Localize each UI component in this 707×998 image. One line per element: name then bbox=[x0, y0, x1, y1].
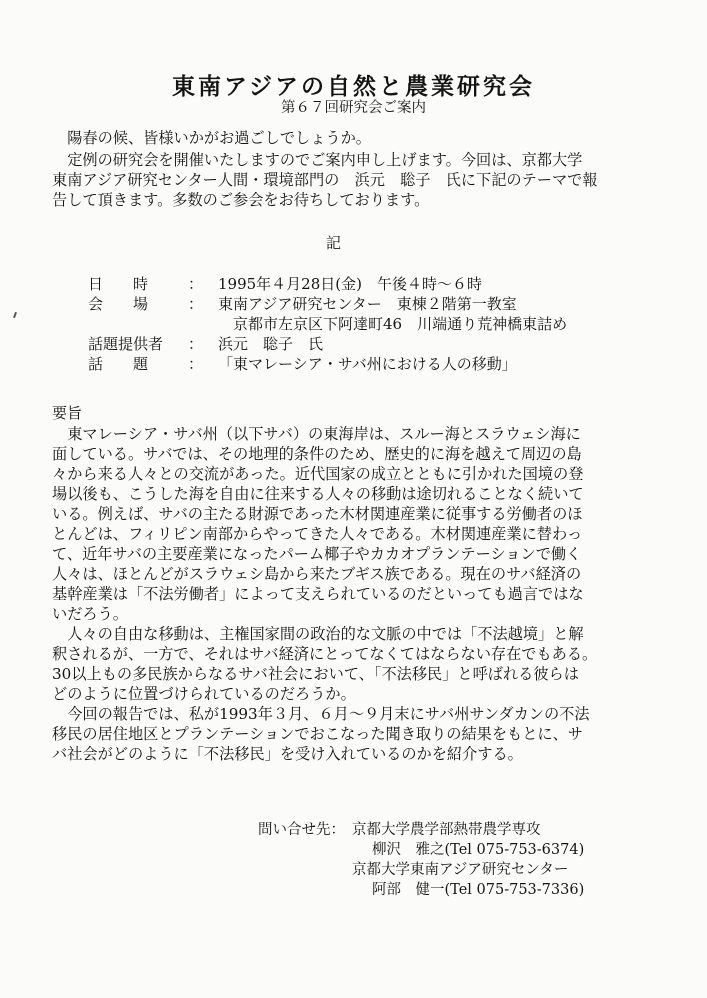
summary-line: 移民の居住地区とプランテーションでおこなった聞き取りの結果をもとに、サ bbox=[52, 725, 583, 743]
detail-label: 日 時 bbox=[88, 275, 149, 293]
detail-colon: ： bbox=[188, 275, 204, 293]
detail-colon: ： bbox=[188, 355, 204, 373]
detail-colon: ： bbox=[188, 295, 204, 313]
detail-value: 1995年４月28日(金) 午後４時～６時 bbox=[218, 275, 482, 293]
summary-heading: 要旨 bbox=[52, 404, 83, 422]
intro-line: 陽春の候、皆様いかがお過ごしでしょうか。 bbox=[52, 129, 371, 147]
detail-value: 京都市左京区下阿達町46 川端通り荒神橋東詰め bbox=[218, 315, 568, 333]
contact-label: 問い合せ先： bbox=[258, 822, 345, 838]
document-title: 東南アジアの自然と農業研究会 bbox=[171, 74, 536, 100]
intro-line: 東南アジア研究センター人間・環境部門の 浜元 聡子 氏に下記のテーマで報 bbox=[52, 171, 598, 189]
intro-line: 告して頂きます。多数のご参会をお待ちしております。 bbox=[52, 191, 430, 209]
summary-line: 基幹産業は「不法労働者」によって支えられているのだといっても過言ではな bbox=[52, 585, 584, 603]
detail-colon: ： bbox=[188, 335, 204, 353]
summary-line: 釈されるが、一方で、それはサバ経済にとってなくてはならない存在でもある。 bbox=[52, 645, 598, 663]
summary-line: 々から来る人々との交流があった。近代国家の成立とともに引かれた国境の登 bbox=[52, 465, 584, 483]
contact-line: 柳沢 雅之(Tel 075-753-6374) bbox=[372, 842, 585, 858]
detail-label: 会 場 bbox=[88, 295, 149, 313]
scan-speck bbox=[13, 312, 17, 318]
contact-line: 阿部 健一(Tel 075-753-7336) bbox=[372, 882, 585, 898]
contact-line: 京都大学東南アジア研究センター bbox=[352, 862, 569, 878]
summary-line: て、近年サバの主要産業になったパーム椰子やカカオプランテーションで働く bbox=[52, 545, 582, 563]
detail-value: 浜元 聡子 氏 bbox=[218, 335, 324, 353]
detail-label: 話題提供者 bbox=[88, 335, 164, 353]
summary-line: 人々の自由な移動は、主権国家間の政治的な文脈の中では「不法越境」と解 bbox=[52, 625, 584, 643]
summary-line: どのように位置づけられているのだろうか。 bbox=[52, 685, 356, 703]
contact-line: 京都大学農学部熱帯農学専攻 bbox=[352, 822, 541, 838]
intro-line: 定例の研究会を開催いたしますのでご案内申し上げます。今回は、京都大学 bbox=[52, 151, 583, 169]
detail-value: 「東マレーシア・サバ州における人の移動」 bbox=[218, 355, 517, 373]
document-subtitle: 第６７回研究会ご案内 bbox=[281, 100, 426, 116]
summary-line: 東マレーシア・サバ州（以下サバ）の東海岸は、スルー海とスラウェシ海に bbox=[52, 425, 581, 443]
detail-label: 話 題 bbox=[88, 355, 149, 373]
summary-line: いる。例えば、サバの主たる財源であった木材関連産業に従事する労働者のほ bbox=[52, 505, 583, 523]
summary-line: バ社会がどのように「不法移民」を受け入れているのかを紹介する。 bbox=[52, 745, 523, 763]
summary-line: 今回の報告では、私が1993年３月、６月～９月末にサバ州サンダカンの不法 bbox=[52, 705, 590, 723]
detail-value: 東南アジア研究センター 東棟２階第一教室 bbox=[218, 295, 517, 313]
summary-line: 人々は、ほとんどがスラウェシ島から来たブギス族である。現在のサバ経済の bbox=[52, 565, 582, 583]
summary-line: いだろう。 bbox=[52, 605, 128, 623]
summary-line: 30以上もの多民族からなるサバ社会において、「不法移民」と呼ばれる彼らは bbox=[52, 665, 579, 683]
summary-line: 面している。サバでは、その地理的条件のため、歴史的に海を越えて周辺の島 bbox=[52, 445, 582, 463]
ki-heading: 記 bbox=[326, 234, 342, 252]
summary-line: 場以後も、こうした海を自由に往来する人々の移動は途切れることなく続いて bbox=[52, 485, 584, 503]
summary-line: とんどは、フィリピン南部からやってきた人々である。木材関連産業に替わっ bbox=[52, 525, 583, 543]
